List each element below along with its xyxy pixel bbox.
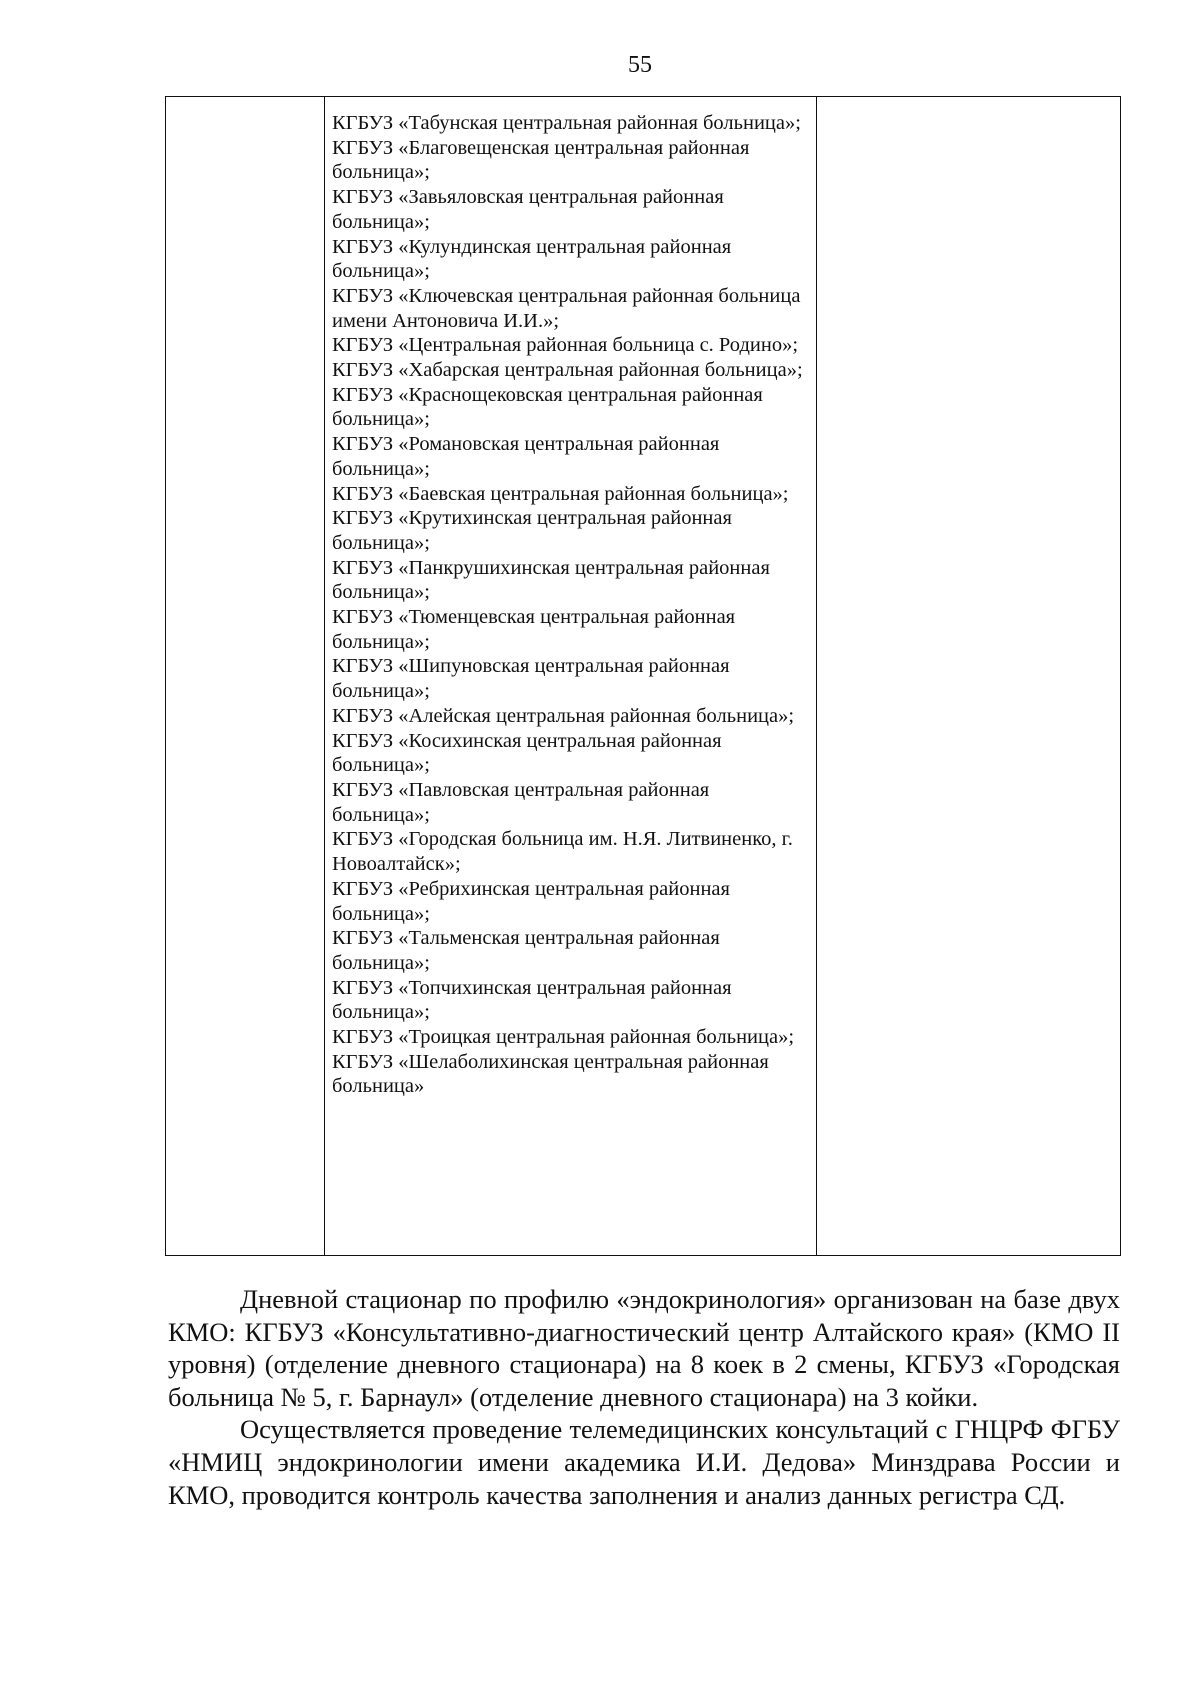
table-entry: КГБУЗ «Ключевская центральная районная больница имени Антоновича И.И.»; bbox=[332, 284, 801, 332]
table-entry: КГБУЗ «Хабарская центральная районная больница»; bbox=[332, 359, 803, 382]
table-entry: КГБУЗ «Павловская центральная районная больница»; bbox=[332, 778, 710, 826]
table-entry: КГБУЗ «Косихинская центральная районная больница»; bbox=[332, 729, 722, 777]
table-column-right bbox=[817, 97, 1120, 1255]
table-entry: КГБУЗ «Завьяловская центральная районная больница»; bbox=[332, 186, 724, 233]
table-entry: КГБУЗ «Табунская центральная районная больница»; bbox=[332, 112, 801, 134]
table-entry: КГБУЗ «Троицкая центральная районная больница»; bbox=[332, 1026, 795, 1049]
institutions-table bbox=[165, 96, 1121, 1256]
table-entry: КГБУЗ «Баевская центральная районная больница»; bbox=[332, 482, 789, 505]
table-entry: КГБУЗ «Алейская центральная районная больница»; bbox=[332, 704, 795, 727]
page-number: 55 bbox=[628, 52, 652, 78]
body-text bbox=[168, 1283, 1120, 1511]
table-entry: КГБУЗ «Топчихинская центральная районная больница»; bbox=[332, 976, 732, 1024]
table-entry: КГБУЗ «Шелаболихинская центральная районная больница» bbox=[332, 1050, 769, 1098]
table-entry: КГБУЗ «Центральная районная больница с. Родино»; bbox=[332, 334, 799, 357]
table-column-institutions bbox=[325, 97, 817, 1255]
table-entry: КГБУЗ «Романовская центральная районная больница»; bbox=[332, 433, 720, 480]
table-entry: КГБУЗ «Крутихинская центральная районная больница»; bbox=[332, 507, 732, 554]
table-entry: КГБУЗ «Городская больница им. Н.Я. Литвиненко, г. Новоалтайск»; bbox=[332, 828, 793, 876]
table-entry: КГБУЗ «Шипуновская центральная районная больница»; bbox=[332, 655, 730, 703]
paragraph-day-hospital: Дневной стационар по профилю «эндокринология» организован на базе двух КМО: КГБУЗ «Консультативно-диагностический центр Алтайского края» (КМО II уровня) (отделение дневного стационара) на 8 коек в 2 смены, КГБУЗ «Городская больница № 5, г. Барнаул» (отделение дневного стационара) на 3 койки. bbox=[168, 1284, 1120, 1412]
table-entry: КГБУЗ «Панкрушихинская центральная районная больница»; bbox=[332, 556, 770, 604]
table-column-left bbox=[166, 97, 325, 1255]
table-entry: КГБУЗ «Ребрихинская центральная районная больница»; bbox=[332, 877, 730, 925]
table-entry: КГБУЗ «Краснощековская центральная районная больница»; bbox=[332, 383, 763, 431]
table-entry: КГБУЗ «Тальменская центральная районная больница»; bbox=[332, 927, 720, 974]
paragraph-telemedicine: Осуществляется проведение телемедицинских консультаций с ГНЦРФ ФГБУ «НМИЦ эндокринологии имени академика И.И. Дедова» Минздрава России и КМО, проводится контроль качества заполнения и анализ данных регистра СД. bbox=[168, 1414, 1120, 1510]
table-entry: КГБУЗ «Благовещенская центральная районная больница»; bbox=[332, 136, 750, 184]
table-entry: КГБУЗ «Тюменцевская центральная районная больница»; bbox=[332, 606, 736, 653]
table-entry: КГБУЗ «Кулундинская центральная районная больница»; bbox=[332, 235, 732, 283]
